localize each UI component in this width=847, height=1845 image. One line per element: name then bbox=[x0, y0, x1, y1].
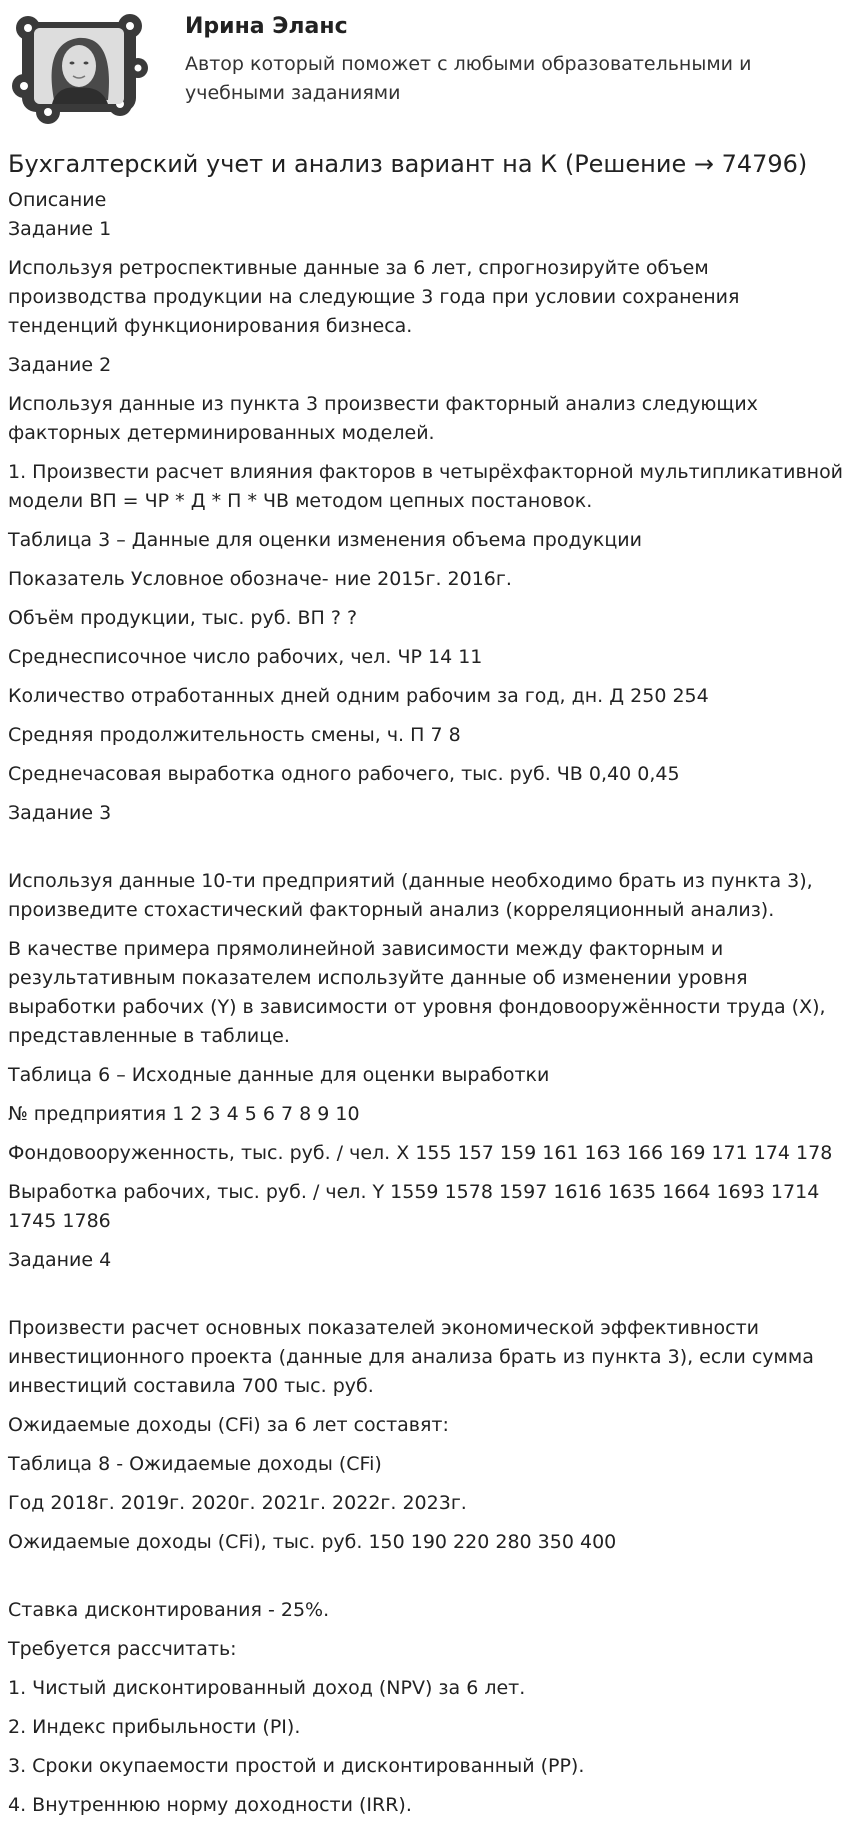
task-heading-3: Задание 3 bbox=[8, 802, 112, 824]
task-4-income-intro: Ожидаемые доходы (CFi) за 6 лет составят: bbox=[8, 1414, 449, 1436]
section-label-description: Описание bbox=[8, 189, 107, 211]
table-3-row: Количество отработанных дней одним рабочим за год, дн. Д 250 254 bbox=[8, 685, 709, 707]
author-description: Автор который поможет с любыми образовательными и учебными заданиями bbox=[185, 53, 752, 104]
table-3-caption: Таблица 3 – Данные для оценки изменения объема продукции bbox=[8, 529, 642, 551]
task-3-example-text: В качестве примера прямолинейной зависимости между факторным и результативным показателем используйте данные об изменении уровня выработки рабочих (Y) в зависимости от уровня фондовооружённости труда (X), представленные в таблице. bbox=[8, 938, 826, 1047]
table-3-row: Объём продукции, тыс. руб. ВП ? ? bbox=[8, 607, 358, 629]
page-title: Бухгалтерский учет и анализ вариант на К (Решение → 74796) bbox=[8, 150, 808, 178]
table-6-row: Выработка рабочих, тыс. руб. / чел. Y 1559 1578 1597 1616 1635 1664 1693 1714 1745 1786 bbox=[8, 1181, 820, 1232]
required-item-3: 3. Сроки окупаемости простой и дисконтированный (PP). bbox=[8, 1755, 585, 1777]
required-calculations-label: Требуется рассчитать: bbox=[8, 1638, 237, 1660]
task-4-text: Произвести расчет основных показателей экономической эффективности инвестиционного проекта (данные для анализа брать из пункта 3), если сумма инвестиций составила 700 тыс. руб. bbox=[8, 1317, 814, 1397]
table-3-row: Среднечасовая выработка одного рабочего, тыс. руб. ЧВ 0,40 0,45 bbox=[8, 763, 680, 785]
task-3-text: Используя данные 10-ти предприятий (данные необходимо брать из пункта 3), произведите стохастический факторный анализ (корреляционный анализ). bbox=[8, 870, 813, 921]
task-1-text: Используя ретроспективные данные за 6 лет, спрогнозируйте объем производства продукции на следующие 3 года при условии сохранения тенденций функционирования бизнеса. bbox=[8, 257, 740, 337]
task-heading-1: Задание 1 bbox=[8, 218, 112, 240]
table-6-header-row: № предприятия 1 2 3 4 5 6 7 8 9 10 bbox=[8, 1103, 360, 1125]
table-6-caption: Таблица 6 – Исходные данные для оценки выработки bbox=[8, 1064, 550, 1086]
table-3-row: Средняя продолжительность смены, ч. П 7 8 bbox=[8, 724, 461, 746]
author-name: Ирина Эланс bbox=[185, 14, 348, 39]
author-avatar bbox=[8, 8, 150, 126]
table-3-row: Среднесписочное число рабочих, чел. ЧР 14 11 bbox=[8, 646, 483, 668]
required-item-2: 2. Индекс прибыльности (PI). bbox=[8, 1716, 301, 1738]
author-header bbox=[0, 0, 847, 140]
table-3-header-row: Показатель Условное обозначе- ние 2015г. 2016г. bbox=[8, 568, 512, 590]
table-8-header-row: Год 2018г. 2019г. 2020г. 2021г. 2022г. 2023г. bbox=[8, 1492, 467, 1514]
required-item-4: 4. Внутреннюю норму доходности (IRR). bbox=[8, 1794, 412, 1816]
task-heading-4: Задание 4 bbox=[8, 1249, 112, 1271]
table-8-row: Ожидаемые доходы (CFi), тыс. руб. 150 190 220 280 350 400 bbox=[8, 1531, 617, 1553]
required-item-1: 1. Чистый дисконтированный доход (NPV) за 6 лет. bbox=[8, 1677, 526, 1699]
task-2-item-1: 1. Произвести расчет влияния факторов в четырёхфакторной мультипликативной модели ВП = ЧР * Д * П * ЧВ методом цепных постановок. bbox=[8, 461, 844, 512]
discount-rate-text: Ставка дисконтирования - 25%. bbox=[8, 1599, 330, 1621]
task-2-text: Используя данные из пункта 3 произвести факторный анализ следующих факторных детерминированных моделей. bbox=[8, 393, 758, 444]
table-8-caption: Таблица 8 - Ожидаемые доходы (CFi) bbox=[8, 1453, 382, 1475]
document-body bbox=[8, 186, 844, 1830]
table-6-row: Фондовооруженность, тыс. руб. / чел. X 155 157 159 161 163 166 169 171 174 178 bbox=[8, 1142, 833, 1164]
task-heading-2: Задание 2 bbox=[8, 354, 112, 376]
